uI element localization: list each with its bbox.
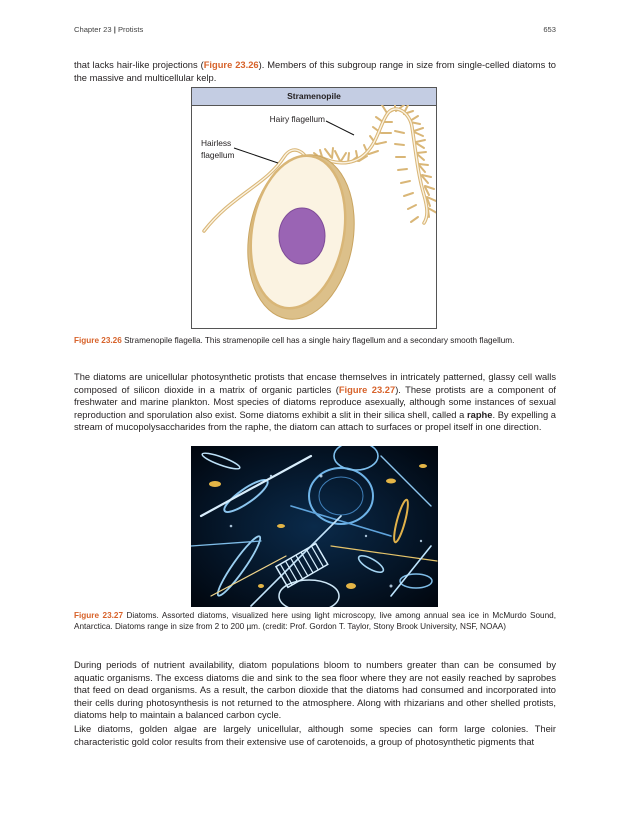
hairless-leader-line — [234, 148, 278, 163]
diatoms-micrograph — [191, 446, 438, 607]
label-hairless: Hairless — [201, 138, 232, 148]
label-hairy-flagellum: Hairy flagellum — [269, 114, 325, 124]
intro-paragraph: that lacks hair-like projections (Figure 23.26). Members of this subgroup range in size from single-celled diatoms to the massive and multicellular kelp. — [74, 60, 556, 83]
diatoms-image — [191, 446, 438, 607]
figure-23-26-link[interactable]: Figure 23.26 — [203, 60, 259, 70]
stramenopile-diagram — [192, 105, 437, 329]
hairy-leader-line — [326, 121, 354, 135]
figure-23-27-link[interactable]: Figure 23.27 — [338, 384, 396, 395]
golden-algae-paragraph: Like diatoms, golden algae are largely unicellular, although some species can form large colonies. Their characteristic gold color results from their extensive use of carotenoids, a group of photosynthetic pigments that — [74, 724, 556, 747]
figure-title: Stramenopile — [192, 88, 436, 106]
bloom-paragraph: During periods of nutrient availability, diatom populations bloom to numbers greater than can be consumed by aquatic organisms. The excess diatoms die and sink to the sea floor where they are not easily reached by saprobes that feed on dead organisms. As a result, the carbon dioxide that the diatoms had consumed and incorporated into their cells during photosynthesis is not returned to the atmosphere. Along with rhizarians and other shelled protists, diatoms help to maintain a balanced carbon cycle. — [74, 660, 556, 721]
stramenopile-figure — [191, 87, 437, 329]
figure-23-26-caption: Figure 23.26 Stramenopile flagella. This stramenopile cell has a single hairy flagellum and a secondary smooth flagellum. — [74, 336, 515, 345]
label-flagellum: flagellum — [201, 150, 235, 160]
figure-23-27-caption: Figure 23.27 Diatoms. Assorted diatoms, visualized here using light microscopy, live among annual sea ice in McMurdo Sound, Antarctica. Diatoms range in size from 2 to 200 µm. (credit: Prof. Gordon T. Taylor, Stony Brook University, NSF, NOAA) — [74, 611, 556, 632]
running-head: Chapter 23 | Protists — [74, 25, 144, 34]
raphe-term: raphe — [467, 409, 493, 420]
diatoms-paragraph: The diatoms are unicellular photosynthetic protists that encase themselves in intricately patterned, glassy cell walls composed of silicon dioxide in a matrix of organic particles (Figure 23.27). These protists are a component of freshwater and marine plankton. Most species of diatoms reproduce asexually, although some instances of sexual reproduction and sporulation also exist. Some diatoms exhibit a slit in their silica shell, called a raphe. By expelling a stream of mucopolysaccharides from the raphe, the diatom can attach to surfaces or propel itself in one direction. — [74, 372, 556, 433]
nucleus — [279, 208, 325, 264]
page-number: 653 — [543, 25, 556, 34]
